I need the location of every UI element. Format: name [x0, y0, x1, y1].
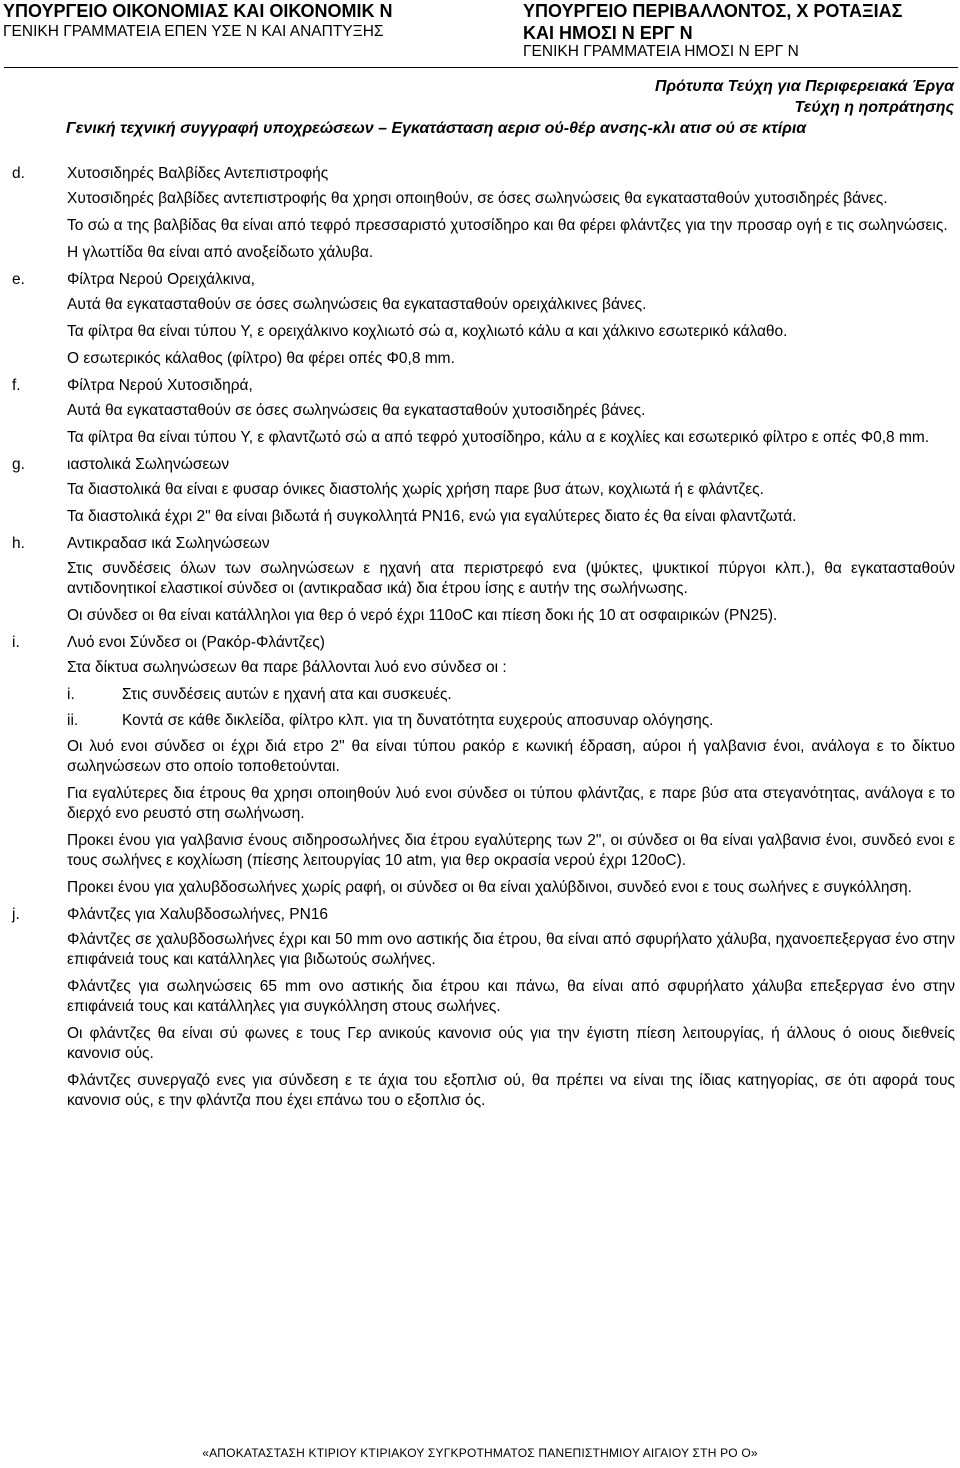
header-right	[523, 0, 902, 62]
paragraph: Φλάντζες σε χαλυβδοσωλήνες έχρι και 50 mm ονο αστικής δια έτρου, θα είναι από σφυρήλατο χάλυβα, ηχανοεπεξεργασ ένο στην επιφάνειά τους και κατάλληλες για βιδωτούς σωλήνες.	[67, 931, 955, 968]
paragraph: Ο εσωτερικός κάλαθος (φίλτρο) θα φέρει οπές Φ0,8 mm.	[67, 350, 455, 367]
section-heading	[0, 164, 960, 184]
section-title: Χυτοσιδηρές Βαλβίδες Αντεπιστροφής	[67, 165, 329, 182]
section-letter: e.	[12, 271, 25, 288]
paragraph: Οι σύνδεσ οι θα είναι κατάλληλοι για θερ ό νερό έχρι 110oC και πίεση δοκι ής 10 ατ οσφαιρικών (PN25).	[67, 607, 778, 624]
paragraph: Στις συνδέσεις όλων των σωληνώσεων ε ηχανή ατα περιστρεφό ενα (ψύκτες, ψυκτικοί πύργοι κλπ.), θα εγκατασταθούν αντιδονητικοί ελαστικοί σύνδεσ οι (αντικραδασ ικά) δια έτρου ίσης ε αυτήν της σωλήνωσης.	[67, 560, 955, 597]
paragraph: Φλάντζες συνεργαζό ενες για σύνδεση ε τε άχια του εξοπλισ ού, θα πρέπει να είναι της ίδιας κατηγορίας, σε ότι αφορά τους κανονισ ούς, ε την φλάντζα που έχει επάνω του ο εξοπλισ ός.	[67, 1072, 955, 1109]
section	[0, 905, 960, 1111]
section-heading	[0, 905, 960, 925]
page-footer: «ΑΠΟΚΑΤΑΣΤΑΣΗ ΚΤΙΡΙΟΥ ΚΤΙΡΙΑΚΟΥ ΣΥΓΚΡΟΤΗΜΑΤΟΣ ΠΑΝΕΠΙΣΤΗΜΙΟΥ ΑΙΓΑΙΟΥ ΣΤΗ ΡΟ Ο»	[202, 1446, 758, 1460]
paragraph: Τα διαστολικά θα είναι ε φυσαρ όνικες διαστολής χωρίς χρήση παρε βυσ άτων, κοχλιωτά ή ε φλάντζες.	[67, 481, 764, 498]
paragraph: Φλάντζες για σωληνώσεις 65 mm ονο αστικής δια έτρου και πάνω, θα είναι από σφυρήλατο χάλυβα επεξεργασ ένο στην επιφάνειά τους και κατάλληλες για συγκόλληση στους σωλήνες.	[67, 978, 955, 1015]
paragraph: Αυτά θα εγκατασταθούν σε όσες σωληνώσεις θα εγκατασταθούν χυτοσιδηρές βάνες.	[67, 402, 646, 419]
header-left-general-secretariat: ΓΕΝΙΚΗ ΓΡΑΜΜΑΤΕΙΑ ΕΠΕΝ ΥΣΕ Ν ΚΑΙ ΑΝΑΠΤΥΞΗΣ	[3, 23, 384, 40]
header-left-ministry: ΥΠΟΥΡΓΕΙΟ ΟΙΚΟΝΟΜΙΑΣ ΚΑΙ ΟΙΚΟΝΟΜΙΚ Ν	[3, 1, 393, 21]
section-letter: h.	[12, 535, 25, 552]
section-title: Φλάντζες για Χαλυβδοσωλήνες, PN16	[67, 906, 329, 923]
document-body	[0, 160, 960, 1118]
section-title: ιαστολικά Σωληνώσεων	[67, 456, 230, 473]
list-item	[67, 711, 955, 731]
list-item-number: i.	[67, 686, 75, 703]
section-heading	[0, 633, 960, 653]
section	[0, 376, 960, 448]
section-letter: i.	[12, 634, 20, 651]
header-left	[3, 0, 393, 42]
paragraph: Οι λυό ενοι σύνδεσ οι έχρι διά ετρο 2" θα είναι τύπου ρακόρ ε κωνική έδραση, αύροι ή γαλβανισ ένοι, ανάλογα ε το δίκτυο σωληνώσεων στο οποίο τοποθετούνται.	[67, 738, 955, 775]
section	[0, 633, 960, 898]
section-title: Φίλτρα Νερού Ορειχάλκινα,	[67, 271, 255, 288]
paragraph: Προκει ένου για γαλβανισ ένους σιδηροσωλήνες δια έτρου εγαλύτερης των 2", οι σύνδεσ οι θα είναι γαλβανισ ένοι, συνδεό ενοι ε τους σωλήνες ε κοχλίωση (πίεσης λειτουργίας 10 atm, για θερ οκρασία νερού έχρι 120oC).	[67, 832, 955, 869]
list-item-text: Στις συνδέσεις αυτών ε ηχανή ατα και συσκευές.	[122, 686, 452, 703]
paragraph: Προκει ένου για χαλυβδοσωλήνες χωρίς ραφή, οι σύνδεσ οι θα είναι χαλύβδινοι, συνδεό ενοι ε τους σωλήνες ε συγκόλληση.	[67, 879, 912, 896]
paragraph: Η γλωττίδα θα είναι από ανοξείδωτο χάλυβα.	[67, 244, 374, 261]
header-right-ministry-line1: ΥΠΟΥΡΓΕΙΟ ΠΕΡΙΒΑΛΛΟΝΤΟΣ, Χ ΡΟΤΑΞΙΑΣ	[523, 1, 903, 21]
section-letter: j.	[12, 906, 20, 923]
paragraph: Αυτά θα εγκατασταθούν σε όσες σωληνώσεις θα εγκατασταθούν ορειχάλκινες βάνες.	[67, 296, 647, 313]
header-right-ministry-line2: ΚΑΙ ΗΜΟΣΙ Ν ΕΡΓ Ν	[523, 23, 693, 43]
section-title: Αντικραδασ ικά Σωληνώσεων	[67, 535, 270, 552]
section-letter: g.	[12, 456, 25, 473]
list-item-number: ii.	[67, 712, 79, 729]
paragraph: Τα φίλτρα θα είναι τύπου Υ, ε φλαντζωτό σώ α από τεφρό χυτοσίδηρο, κάλυ α ε κοχλίες και εσωτερικό φίλτρο ε οπές Φ0,8 mm.	[67, 429, 930, 446]
section-heading	[0, 270, 960, 290]
header-right-general-secretariat: ΓΕΝΙΚΗ ΓΡΑΜΜΑΤΕΙΑ ΗΜΟΣΙ Ν ΕΡΓ Ν	[523, 43, 799, 60]
section-heading	[0, 534, 960, 554]
document-subject-title: Γενική τεχνική συγγραφή υποχρεώσεων – Εγκατάσταση αερισ ού-θέρ ανσης-κλι ατισ ού σε κτίρια	[66, 120, 807, 137]
paragraph: Χυτοσιδηρές βαλβίδες αντεπιστροφής θα χρησι οποιηθούν, σε όσες σωληνώσεις θα εγκατασταθούν χυτοσιδηρές βάνες.	[67, 190, 888, 207]
document-series-title: Πρότυπα Τεύχη για Περιφερειακά Έργα	[654, 78, 954, 95]
section-title: Φίλτρα Νερού Χυτοσιδηρά,	[67, 377, 253, 394]
paragraph: Τα φίλτρα θα είναι τύπου Υ, ε ορειχάλκινο κοχλιωτό σώ α, κοχλιωτό κάλυ α και χάλκινο εσωτερικό κάλαθο.	[67, 323, 788, 340]
list-item	[67, 685, 955, 705]
section-heading	[0, 376, 960, 396]
paragraph: Για εγαλύτερες δια έτρους θα χρησι οποιηθούν λυό ενοι σύνδεσ οι τύπου φλάντζας, ε παρε βύσ ατα στεγανότητας, ανάλογα ε το διερχό ενο ρευστό στη σωλήνωση.	[67, 785, 955, 822]
paragraph: Οι φλάντζες θα είναι σύ φωνες ε τους Γερ ανικούς κανονισ ούς για την έγιστη πίεση λειτουργίας, ή άλλους ό οιους διεθνείς κανονισ ούς.	[67, 1025, 955, 1062]
section-title: Λυό ενοι Σύνδεσ οι (Ρακόρ-Φλάντζες)	[67, 634, 325, 651]
section-letter: d.	[12, 165, 25, 182]
section-letter: f.	[12, 377, 21, 394]
list-item-text: Κοντά σε κάθε δικλείδα, φίλτρο κλπ. για τη δυνατότητα ευχερούς αποσυναρ ολόγησης.	[122, 712, 714, 729]
section	[0, 534, 960, 626]
section	[0, 164, 960, 263]
paragraph: Τα διαστολικά έχρι 2" θα είναι βιδωτά ή συγκολλητά PN16, ενώ για εγαλύτερες διατο ές θα είναι φλαντζωτά.	[67, 508, 797, 525]
section-heading	[0, 455, 960, 475]
paragraph: Το σώ α της βαλβίδας θα είναι από τεφρό πρεσσαριστό χυτοσίδηρο και θα φέρει φλάντζες για την προσαρ ογή ε τις σωληνώσεις.	[67, 217, 948, 234]
header-divider	[4, 67, 958, 68]
section	[0, 270, 960, 369]
paragraph: Στα δίκτυα σωληνώσεων θα παρε βάλλονται λυό ενο σύνδεσ οι :	[67, 659, 507, 676]
section	[0, 455, 960, 527]
document-volume-title: Τεύχη η ηοπράτησης	[794, 99, 954, 116]
page-header	[0, 0, 960, 66]
